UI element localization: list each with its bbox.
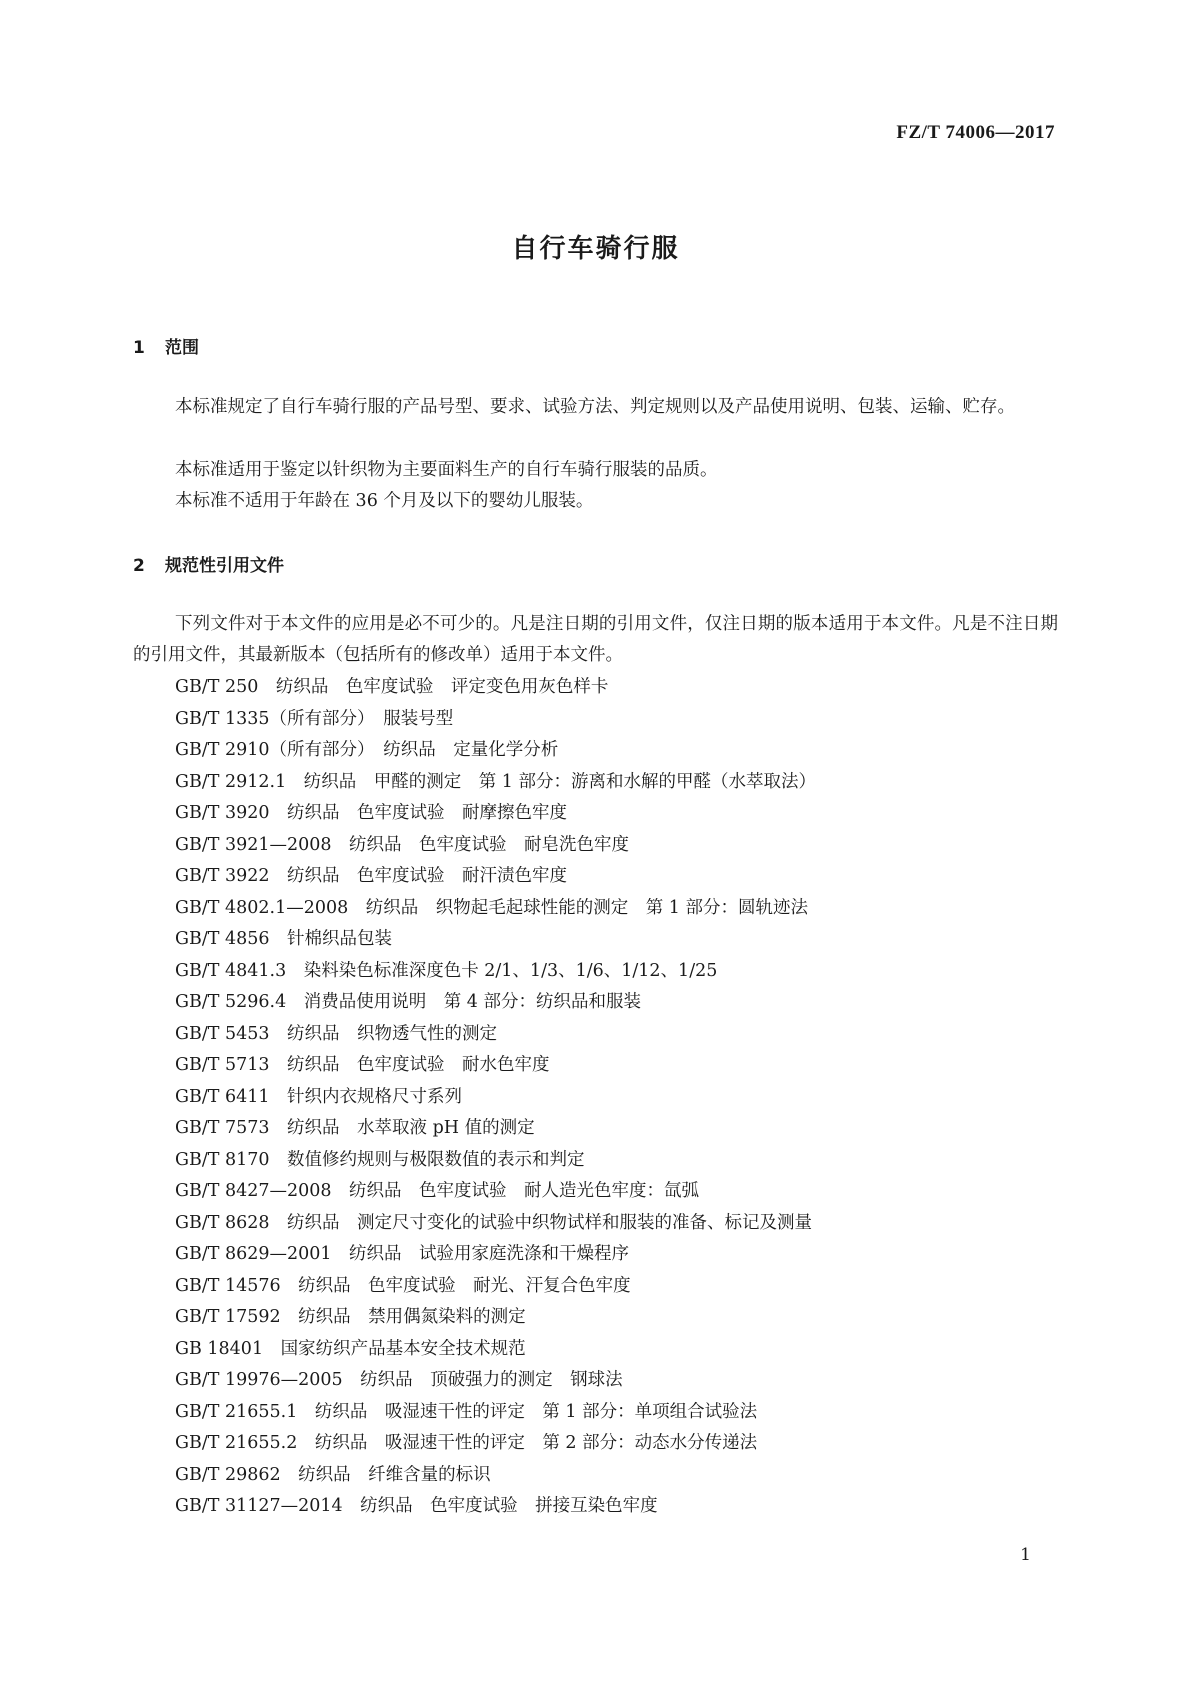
- reference-item: GB/T 4841.3 染料染色标准深度色卡 2/1、1/3、1/6、1/12、1/25: [175, 960, 718, 981]
- section-1-number: 1: [133, 338, 145, 358]
- reference-item: GB/T 8170 数值修约规则与极限数值的表示和判定: [175, 1149, 585, 1170]
- section-2-number: 2: [133, 556, 145, 576]
- page-number: 1: [1020, 1545, 1031, 1565]
- reference-item: GB/T 3922 纺织品 色牢度试验 耐汗渍色牢度: [175, 866, 568, 886]
- reference-item: GB/T 5713 纺织品 色牢度试验 耐水色牢度: [175, 1055, 550, 1075]
- reference-item: GB/T 2912.1 纺织品 甲醛的测定 第 1 部分：游离和水解的甲醛（水萃取法）: [175, 771, 816, 792]
- scope-paragraph-3: 本标准不适用于年龄在 36 个月及以下的婴幼儿服装。: [175, 491, 594, 511]
- reference-item: GB/T 19976—2005 纺织品 顶破强力的测定 钢球法: [175, 1370, 623, 1390]
- reference-item: GB/T 4802.1—2008 纺织品 织物起毛起球性能的测定 第 1 部分：圆轨迹法: [175, 897, 808, 918]
- section-1-title: 范围: [165, 338, 199, 358]
- reference-list: [175, 672, 816, 1523]
- reference-item: GB/T 29862 纺织品 纤维含量的标识: [175, 1464, 491, 1485]
- references-intro-paragraph: 下列文件对于本文件的应用是必不可少的。凡是注日期的引用文件，仅注日期的版本适用于本文件。凡是不注日期的引用文件，其最新版本（包括所有的修改单）适用于本文件。: [133, 614, 1058, 665]
- reference-item: GB/T 14576 纺织品 色牢度试验 耐光、汗复合色牢度: [175, 1275, 631, 1296]
- reference-item: GB 18401 国家纺织产品基本安全技术规范: [175, 1338, 526, 1359]
- scope-paragraph-1: 本标准规定了自行车骑行服的产品号型、要求、试验方法、判定规则以及产品使用说明、包装、运输、贮存。: [175, 397, 1015, 417]
- reference-item: GB/T 1335（所有部分） 服装号型: [175, 708, 454, 729]
- reference-item: GB/T 17592 纺织品 禁用偶氮染料的测定: [175, 1307, 526, 1327]
- reference-item: GB/T 21655.1 纺织品 吸湿速干性的评定 第 1 部分：单项组合试验法: [175, 1401, 758, 1422]
- reference-item: GB/T 250 纺织品 色牢度试验 评定变色用灰色样卡: [175, 677, 609, 697]
- reference-item: GB/T 3921—2008 纺织品 色牢度试验 耐皂洗色牢度: [175, 834, 630, 855]
- reference-item: GB/T 4856 针棉织品包装: [175, 929, 393, 949]
- reference-item: GB/T 8629—2001 纺织品 试验用家庭洗涤和干燥程序: [175, 1244, 630, 1264]
- standard-code: FZ/T 74006—2017: [896, 122, 1055, 143]
- document-title: 自行车骑行服: [511, 234, 680, 264]
- reference-item: GB/T 5296.4 消费品使用说明 第 4 部分：纺织品和服装: [175, 992, 641, 1012]
- scope-paragraph-2: 本标准适用于鉴定以针织物为主要面料生产的自行车骑行服装的品质。: [175, 460, 718, 480]
- reference-item: GB/T 31127—2014 纺织品 色牢度试验 拼接互染色牢度: [175, 1496, 658, 1516]
- reference-item: GB/T 3920 纺织品 色牢度试验 耐摩擦色牢度: [175, 803, 568, 823]
- reference-item: GB/T 5453 纺织品 织物透气性的测定: [175, 1023, 498, 1044]
- reference-item: GB/T 6411 针织内衣规格尺寸系列: [175, 1086, 463, 1107]
- reference-item: GB/T 21655.2 纺织品 吸湿速干性的评定 第 2 部分：动态水分传递法: [175, 1433, 758, 1453]
- section-2-heading: [133, 551, 284, 576]
- section-1-heading: [133, 333, 199, 358]
- reference-item: GB/T 8427—2008 纺织品 色牢度试验 耐人造光色牢度：氙弧: [175, 1181, 700, 1201]
- reference-item: GB/T 8628 纺织品 测定尺寸变化的试验中织物试样和服装的准备、标记及测量: [175, 1212, 813, 1233]
- reference-item: GB/T 2910（所有部分） 纺织品 定量化学分析: [175, 740, 559, 760]
- reference-item: GB/T 7573 纺织品 水萃取液 pH 值的测定: [175, 1118, 535, 1138]
- section-2-title: 规范性引用文件: [165, 556, 284, 576]
